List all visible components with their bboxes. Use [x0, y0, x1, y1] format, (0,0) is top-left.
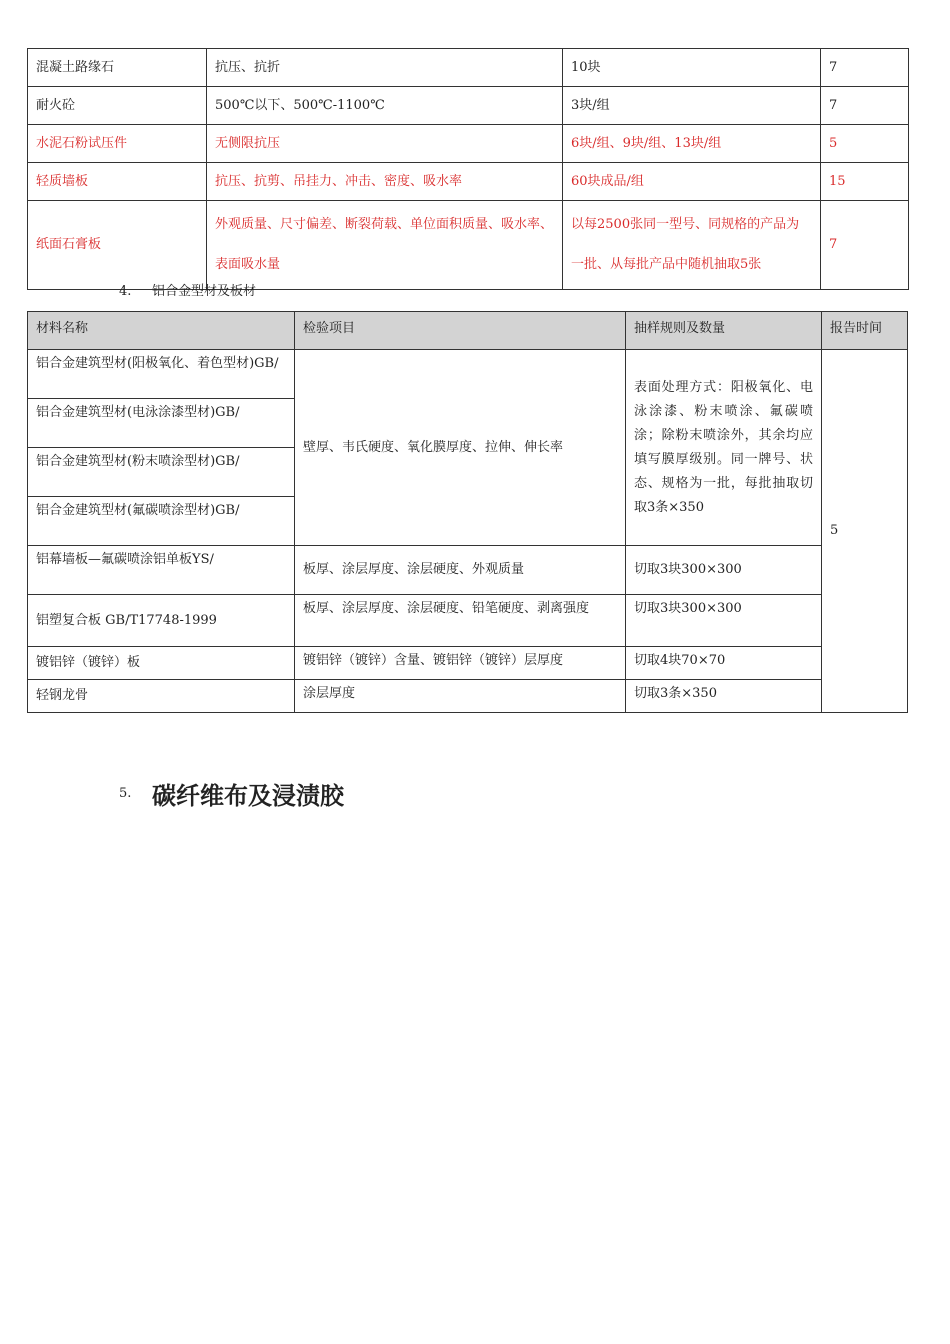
material-name: 镀铝锌（镀锌）板 [28, 647, 295, 680]
aluminum-materials-table [27, 311, 908, 713]
material-name: 轻质墙板 [28, 163, 207, 201]
materials-table-continued [27, 48, 909, 290]
report-days: 7 [821, 49, 909, 87]
sampling-rule: 切取4块70×70 [626, 647, 822, 680]
test-items: 涂层厚度 [295, 680, 626, 713]
report-days: 5 [822, 350, 908, 713]
section-title: 碳纤维布及浸渍胶 [152, 782, 344, 810]
sampling-rule: 切取3块300×300 [626, 595, 822, 647]
table-row [28, 125, 909, 163]
column-header: 检验项目 [295, 312, 626, 350]
material-name: 水泥石粉试压件 [28, 125, 207, 163]
test-items: 抗压、抗剪、吊挂力、冲击、密度、吸水率 [207, 163, 563, 201]
sampling-rule: 切取3块300×300 [626, 546, 822, 595]
column-header: 抽样规则及数量 [626, 312, 822, 350]
section-heading [119, 776, 344, 811]
sampling-rule: 表面处理方式：阳极氧化、电泳涂漆、粉末喷涂、氟碳喷涂；除粉末喷涂外，其余均应填写膜厚级别。同一牌号、状态、规格为一批，每批抽取切取3条×350 [626, 350, 822, 546]
sampling-rule: 切取3条×350 [626, 680, 822, 713]
test-items: 壁厚、韦氏硬度、氧化膜厚度、拉伸、伸长率 [295, 350, 626, 546]
material-name: 铝幕墙板—氟碳喷涂铝单板YS/ [28, 546, 295, 595]
test-items: 板厚、涂层厚度、涂层硬度、铅笔硬度、剥离强度 [295, 595, 626, 647]
sampling-rule: 以每2500张同一型号、同规格的产品为一批、从每批产品中随机抽取5张 [563, 201, 821, 290]
test-items: 抗压、抗折 [207, 49, 563, 87]
table-row [28, 49, 909, 87]
test-items: 镀铝锌（镀锌）含量、镀铝锌（镀锌）层厚度 [295, 647, 626, 680]
material-name: 混凝土路缘石 [28, 49, 207, 87]
material-name: 铝合金建筑型材(阳极氧化、着色型材)GB/ [28, 350, 295, 399]
table-row [28, 647, 908, 680]
table-row [28, 163, 909, 201]
material-name: 铝合金建筑型材(粉末喷涂型材)GB/ [28, 448, 295, 497]
section-number: 4. [119, 284, 132, 299]
table-header-row [28, 312, 908, 350]
sampling-rule: 3块/组 [563, 87, 821, 125]
section-number: 5. [119, 786, 132, 801]
sampling-rule: 6块/组、9块/组、13块/组 [563, 125, 821, 163]
section-title: 铝合金型材及板材 [152, 284, 257, 299]
test-items: 外观质量、尺寸偏差、断裂荷载、单位面积质量、吸水率、表面吸水量 [207, 201, 563, 290]
table-row [28, 680, 908, 713]
section-heading [119, 280, 256, 299]
sampling-rule: 60块成品/组 [563, 163, 821, 201]
material-name: 轻钢龙骨 [28, 680, 295, 713]
test-items: 500℃以下、500℃-1100℃ [207, 87, 563, 125]
sampling-rule: 10块 [563, 49, 821, 87]
table-row [28, 546, 908, 595]
table-row [28, 201, 909, 290]
report-days: 5 [821, 125, 909, 163]
table-row [28, 350, 908, 399]
report-days: 7 [821, 201, 909, 290]
material-name: 耐火砼 [28, 87, 207, 125]
report-days: 15 [821, 163, 909, 201]
material-name: 铝合金建筑型材(氟碳喷涂型材)GB/ [28, 497, 295, 546]
material-name: 铝塑复合板 GB/T17748-1999 [28, 595, 295, 647]
material-name: 纸面石膏板 [28, 201, 207, 290]
test-items: 板厚、涂层厚度、涂层硬度、外观质量 [295, 546, 626, 595]
test-items: 无侧限抗压 [207, 125, 563, 163]
column-header: 材料名称 [28, 312, 295, 350]
table-row [28, 87, 909, 125]
report-days: 7 [821, 87, 909, 125]
material-name: 铝合金建筑型材(电泳涂漆型材)GB/ [28, 399, 295, 448]
column-header: 报告时间 [822, 312, 908, 350]
table-row [28, 595, 908, 647]
